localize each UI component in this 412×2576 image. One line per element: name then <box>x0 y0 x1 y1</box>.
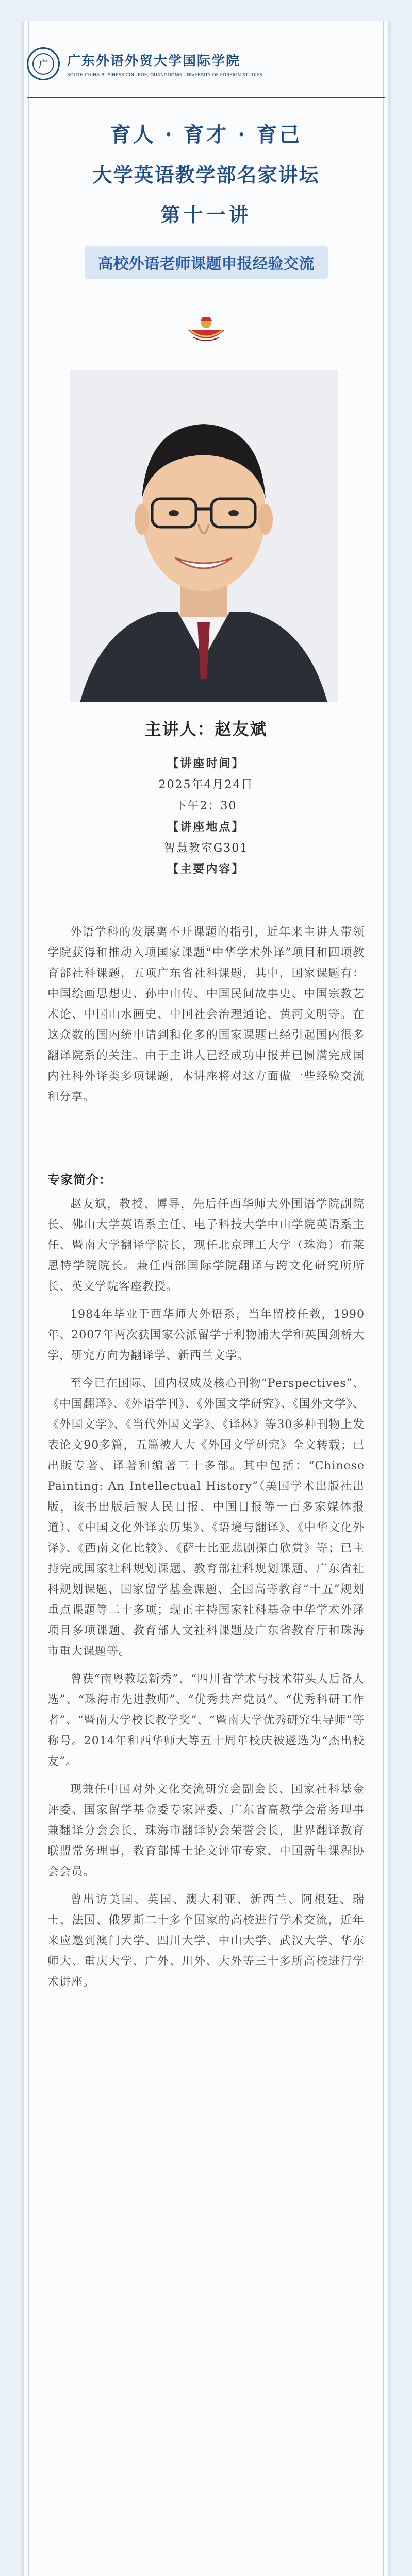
header-rule <box>27 97 385 98</box>
topic-banner: 高校外语老师课题申报经验交流 <box>85 246 328 279</box>
lecture-time: 下午2：30 <box>175 800 237 812</box>
speaker-portrait-image <box>70 370 338 702</box>
lecture-date: 2025年4月24日 <box>158 778 254 791</box>
summary-paragraph: 外语学科的发展离不开课题的指引，近年来主讲人带领学院获得和推动入项国家课题“中华学术外译”项目和四项教育部社科课题，五项广东省社科课题，其中，国家课题有：中国绘画思想史、孙中山传、中国民间故事史、中国宗教艺术论、中国山水画史、中国社会治理通论、黄河文明等。在这众数的国内统申请到和化多的国家课题已经引起国内很多翻译院系的关注。由于主讲人已经成功申报并已圆满完成国内社科外译类多项课题，本讲座将对这方面做一些经验交流和分享。 <box>47 926 365 1104</box>
ornament-divider <box>0 311 412 347</box>
bio-paragraph: 现兼任中国对外文化交流研究会副会长、国家社科基金评委、国家留学基金委专家评委、广东省高教学会常务理事兼翻译分会会长，珠海市翻译协会荣誉会长，世界翻译教育联盟常务理事，教育部博士论文评审专家、中国新生课程协会会员。 <box>47 1783 365 1878</box>
school-header <box>27 47 262 80</box>
bio-section <box>47 1170 365 2000</box>
speaker-photo <box>70 370 338 702</box>
school-name <box>67 50 262 78</box>
lecture-info <box>0 750 412 882</box>
lecture-number: 第十一讲 <box>160 203 252 226</box>
bio-paragraph: 至今已在国际、国内权威及核心刊物“Perspectives”、《中国翻译》、《外语学刊》、《外国文学研究》、《国外文学》、《外国文学》、《当代外国文学》、《译林》等30多种刊物上发表论文90多篇，五篇被人大《外国文学研究》全文转载；已出版专著、译著和编著三十多部。其中包括：“Chinese Painting: An Intellectual History”（美国学术出版社出版，该书出版后被人民日报、中国日报等一百多家媒体报道）、《中国文化外译亲历集》、《语境与翻译》、《中华文化外译》、《西南文化比较》、《萨士比亚悲剧探白欣赏》等；已主持完成国家社科规划课题、教育部社科规划课题、广东省社科规划课题、国家留学基金课题、全国高等教育“十五”规划重点课题等二十多项；现正主持国家社科基金中华学术外译项目多项课题、教育部人文社科课题及广东省教育厅和珠海市重大课题等。 <box>47 1377 365 1658</box>
lecture-place: 智慧教室G301 <box>163 842 249 855</box>
school-seal-icon <box>27 47 60 80</box>
ornament-icon <box>178 311 235 347</box>
forum-title: 大学英语教学部名家讲坛 <box>92 163 320 187</box>
motto: 育人 · 育才 · 育己 <box>110 123 302 147</box>
place-label: 【讲座地点】 <box>167 820 245 834</box>
bio-paragraph: 曾获“南粤教坛新秀”、“四川省学术与技术带头人后备人选”、“珠海市先进教师”、“优秀共产党员”、“优秀科研工作者”、“暨南大学校长教学奖”、“暨南大学优秀研究生导师”等称号。2014年和西华师大等五十周年校庆被遴选为“杰出校友”。 <box>47 1673 365 1768</box>
speaker-name: 主讲人：赵友斌 <box>144 719 268 739</box>
bio-paragraph: 赵友斌，教授、博导，先后任西华师大外国语学院副院长、佛山大学英语系主任、电子科技大学中山学院英语系主任、暨南大学翻译学院长，现任北京理工大学（珠海）布莱恩特学院院长。兼任西部国际学院翻译与跨文化研究所所长、英文学院客座教授。 <box>47 1198 365 1293</box>
time-label: 【讲座时间】 <box>167 757 245 770</box>
content-label: 【主要内容】 <box>167 862 245 876</box>
school-name-en: SOUTH CHINA BUSINESS COLLEGE, GUANGDONG UNIVERSITY OF FOREIGN STUDIES <box>67 72 262 78</box>
bio-paragraph: 1984年毕业于西华师大外语系，当年留校任教，1990年、2007年两次获国家公派留学于利物浦大学和英国剑桥大学，研究方向为翻译学、新西兰文学。 <box>47 1308 365 1362</box>
title-block <box>0 118 412 279</box>
school-seal-center: 广 <box>32 53 54 75</box>
bio-paragraph: 曾出访美国、英国、澳大利亚、新西兰、阿根廷、瑞士、法国、俄罗斯二十多个国家的高校进行学术交流，近年来应邀到澳门大学、四川大学、中山大学、武汉大学、华东师大、重庆大学、广外、川外、大外等三十多所高校进行学术讲座。 <box>47 1893 365 1989</box>
bio-heading: 专家简介： <box>47 1172 112 1187</box>
school-name-cn: 广东外语外贸大学国际学院 <box>67 53 241 69</box>
summary-section <box>47 922 365 1115</box>
